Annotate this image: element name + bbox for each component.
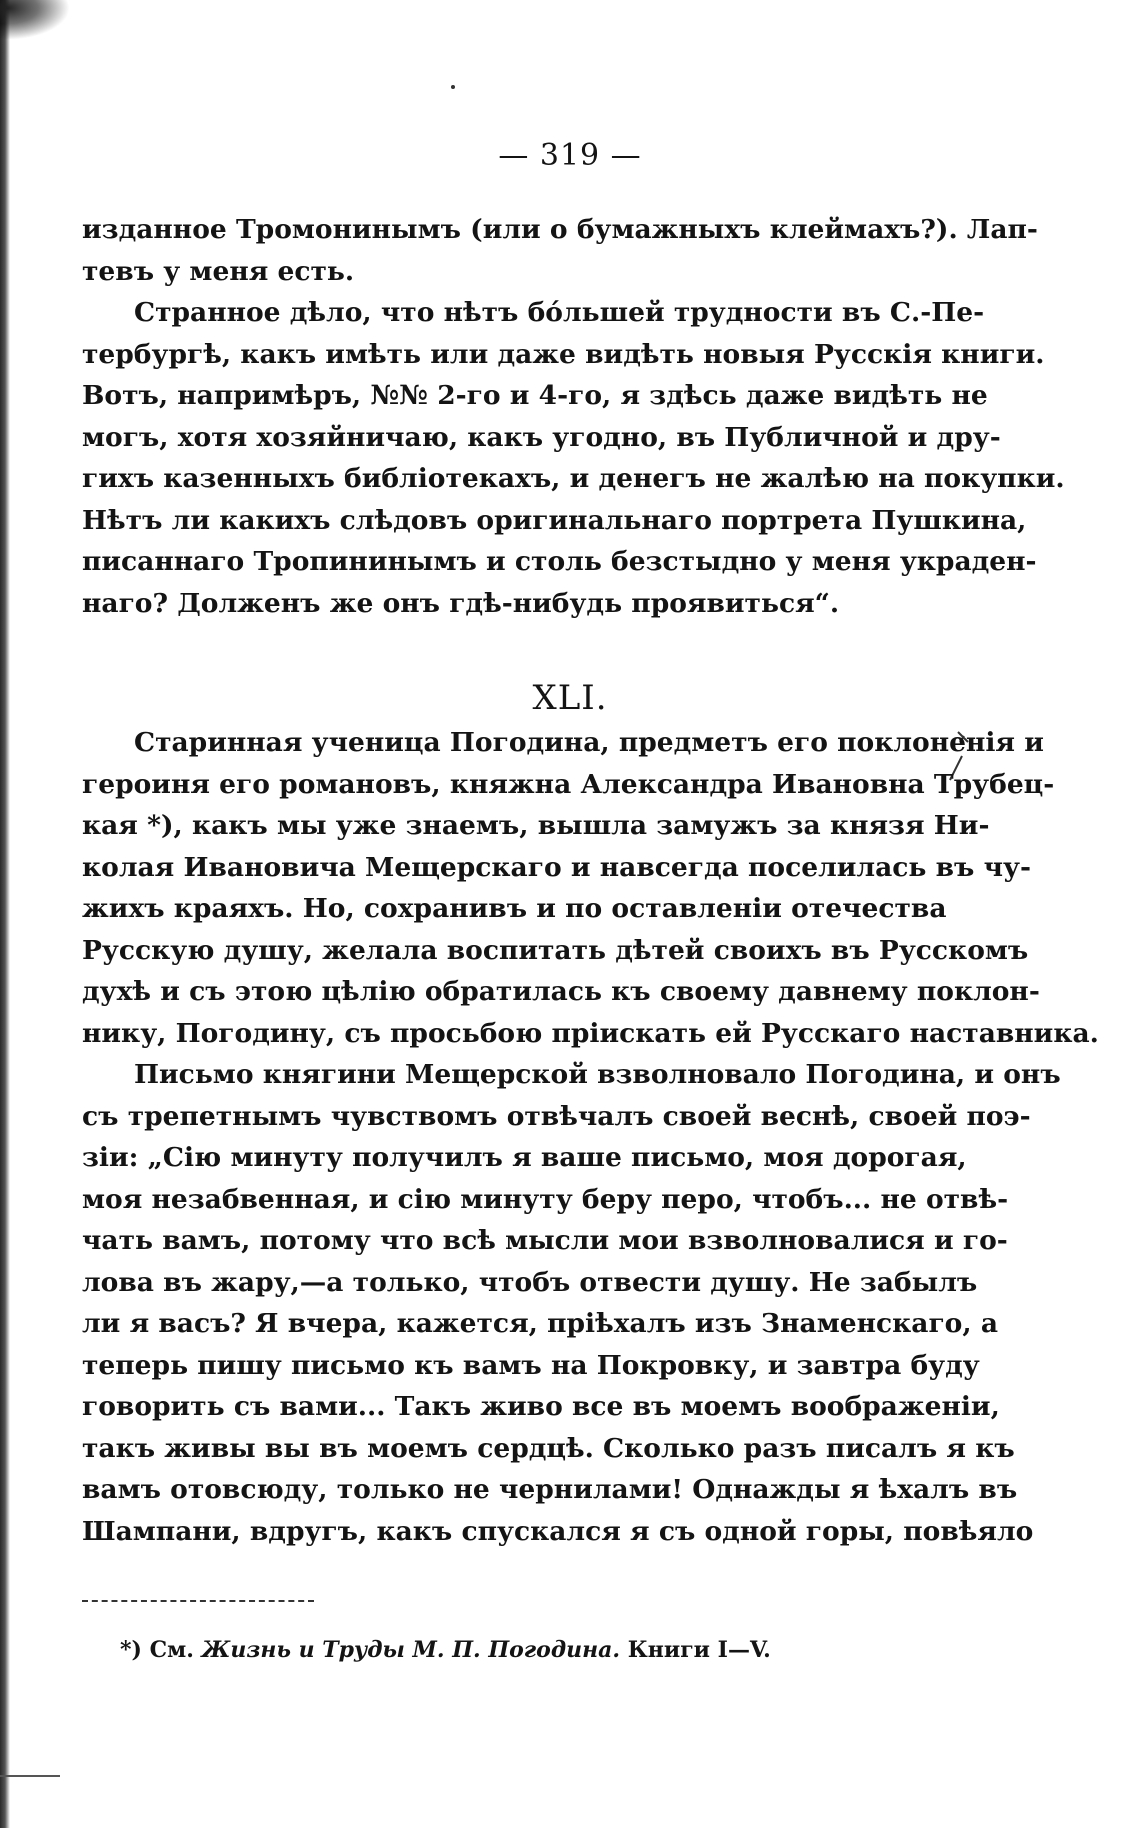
paragraph-1-line: тевъ у меня есть. [82,255,355,287]
paragraph-3-line: духѣ и съ этою цѣлію обратилась къ своему давнему поклон- [82,976,1040,1007]
footnote-title: Жизнь и Труды М. П. Погодина. [201,1637,621,1663]
paragraph-3-line: героиня его романовъ, княжна Александра Ивановна Трубец- [82,768,1055,800]
paragraph-2-line: могъ, хотя хозяйничаю, какъ угодно, въ Публичной и дру- [82,421,1001,453]
paragraph-4-line: Шампани, вдругъ, какъ спускался я съ одной горы, повѣяло [82,1515,1034,1547]
paragraph-4-line: чать вамъ, потому что всѣ мысли мои взволновалися и го- [82,1225,1008,1256]
footnote [120,1637,771,1663]
page-number: — 319 — [498,138,642,173]
paragraph-4-line: Письмо княгини Мещерской взволновало Погодина, и онъ [134,1059,1061,1090]
paragraph-2-line: гихъ казенныхъ библіотекахъ, и денегъ не жалѣю на покупки. [82,463,1065,494]
paragraph-3-line: колая Ивановича Мещерскаго и навсегда поселилась въ чу- [82,851,1031,883]
paragraph-4-line: говорить съ вами... Такъ живо все въ моемъ воображеніи, [82,1391,1000,1422]
paragraph-3-line: нику, Погодину, съ просьбою пріискать ей Русскаго наставника. [82,1017,1099,1049]
scan-left-edge [0,0,10,1828]
paragraph-4-line: вамъ отовсюду, только не чернилами! Однажды я ѣхалъ въ [82,1474,1018,1505]
paragraph-4-line: такъ живы вы въ моемъ сердцѣ. Сколько разъ писалъ я къ [82,1432,1015,1464]
paragraph-3-line: жихъ краяхъ. Но, сохранивъ и по оставленіи отечества [82,893,947,924]
paragraph-3-line: Русскую душу, желала воспитать дѣтей своихъ въ Русскомъ [82,934,1029,966]
footnote-divider [82,1600,314,1602]
paragraph-3-line: кая *), какъ мы уже знаемъ, вышла замужъ за князя Ни- [82,810,990,841]
paragraph-2-line: наго? Долженъ же онъ гдѣ-нибудь проявиться“. [82,587,840,619]
scan-speck [451,85,455,89]
footnote-marker: *) См. [120,1637,194,1663]
paragraph-4-line: съ трепетнымъ чувствомъ отвѣчалъ своей веснѣ, своей поэ- [82,1100,1031,1132]
section-heading: XLI. [532,678,608,718]
scan-bottom-mark [0,1775,60,1777]
scan-corner-mark [0,0,70,40]
paragraph-4-line: теперь пишу письмо къ вамъ на Покровку, и завтра буду [82,1349,980,1381]
text-block-bottom [82,722,1099,1552]
paragraph-1-line: изданное Тромонинымъ (или о бумажныхъ клеймахъ?). Лап- [82,214,1038,245]
paragraph-4-line: лова въ жару,—а только, чтобъ отвести душу. Не забылъ [82,1266,978,1298]
paragraph-2-line: писаннаго Тропининымъ и столь безстыдно у меня украден- [82,546,1037,577]
paragraph-4-line: ли я васъ? Я вчера, кажется, пріѣхалъ изъ Знаменскаго, а [82,1308,998,1339]
footnote-rest: Книги I—V. [627,1637,771,1663]
text-block-top [82,209,1065,624]
paragraph-4-line: зіи: „Сію минуту получилъ я ваше письмо, моя дорогая, [82,1142,967,1173]
paragraph-2-line: Нѣтъ ли какихъ слѣдовъ оригинальнаго портрета Пушкина, [82,504,1027,536]
paragraph-2-line: тербургѣ, какъ имѣть или даже видѣть новыя Русскія книги. [82,338,1045,370]
paragraph-2-line: Странное дѣло, что нѣтъ бóльшей трудности въ С.-Пе- [134,297,985,328]
paragraph-3-line: Старинная ученица Погодина, предметъ его поклоненія и [134,727,1044,758]
paragraph-4-line: моя незабвенная, и сію минуту беру перо, чтобъ... не отвѣ- [82,1183,1009,1215]
paragraph-2-line: Вотъ, напримѣръ, №№ 2-го и 4-го, я здѣсь даже видѣть не [82,380,988,411]
